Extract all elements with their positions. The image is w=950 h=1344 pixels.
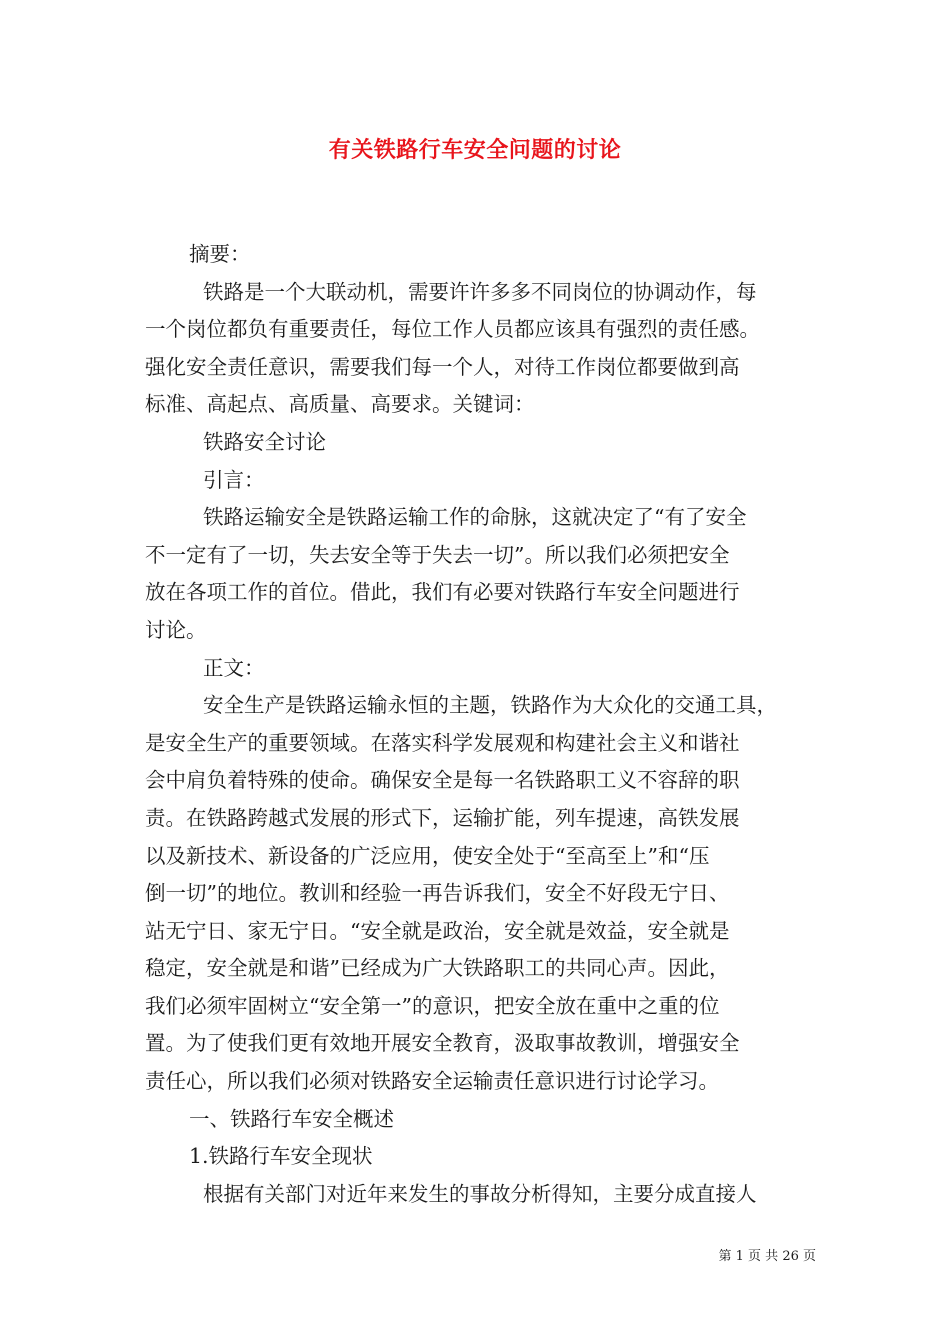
text-line: 标准、高起点、高质量、高要求。关键词： (145, 392, 535, 417)
text-line: 摘要： (189, 242, 251, 266)
text-line: 铁路是一个大联动机，需要许许多多不同岗位的协调动作，每 (203, 279, 757, 304)
text-line: 1.铁路行车安全现状 (189, 1144, 373, 1169)
text-line: 一、铁路行车安全概述 (189, 1106, 394, 1131)
text-line: 一个岗位都负有重要责任，每位工作人员都应该具有强烈的责任感。 (145, 317, 760, 342)
text-line: 强化安全责任意识，需要我们每一个人，对待工作岗位都要做到高 (145, 354, 740, 379)
text-line: 责任心，所以我们必须对铁路安全运输责任意识进行讨论学习。 (145, 1069, 719, 1094)
document-body (145, 236, 810, 1213)
text-line: 是安全生产的重要领域。在落实科学发展观和构建社会主义和谐社 (145, 730, 740, 755)
text-line: 以及新技术、新设备的广泛应用，使安全处于“至高至上”和“压 (145, 843, 710, 868)
text-line: 我们必须牢固树立“安全第一”的意识，把安全放在重中之重的位 (145, 993, 720, 1018)
text-line: 站无宁日、家无宁日。“安全就是政治，安全就是效益，安全就是 (145, 918, 730, 943)
page-footer: 第 1 页 共 26 页 (718, 1249, 816, 1264)
text-line: 铁路安全讨论 (203, 429, 326, 454)
text-line: 铁路运输安全是铁路运输工作的命脉，这就决定了“有了安全 (203, 505, 747, 530)
text-line: 会中肩负着特殊的使命。确保安全是每一名铁路职工义不容辞的职 (145, 768, 740, 793)
text-line: 不一定有了一切，失去安全等于失去一切”。所以我们必须把安全 (145, 542, 730, 567)
text-line: 安全生产是铁路运输永恒的主题，铁路作为大众化的交通工具， (203, 693, 777, 718)
text-line: 稳定，安全就是和谐”已经成为广大铁路职工的共同心声。因此， (145, 956, 730, 981)
text-line: 放在各项工作的首位。借此，我们有必要对铁路行车安全问题进行 (145, 580, 740, 605)
text-line: 责。在铁路跨越式发展的形式下，运输扩能，列车提速，高铁发展 (145, 805, 740, 830)
text-line: 引言： (203, 467, 265, 492)
document-title: 有关铁路行车安全问题的讨论 (328, 137, 622, 163)
text-line: 根据有关部门对近年来发生的事故分析得知，主要分成直接人 (203, 1181, 757, 1206)
text-line: 置。为了使我们更有效地开展安全教育，汲取事故教训，增强安全 (145, 1031, 740, 1056)
text-line: 讨论。 (145, 617, 207, 642)
text-line: 倒一切”的地位。教训和经验一再告诉我们，安全不好段无宁日、 (145, 881, 730, 906)
text-line: 正文： (203, 655, 265, 680)
